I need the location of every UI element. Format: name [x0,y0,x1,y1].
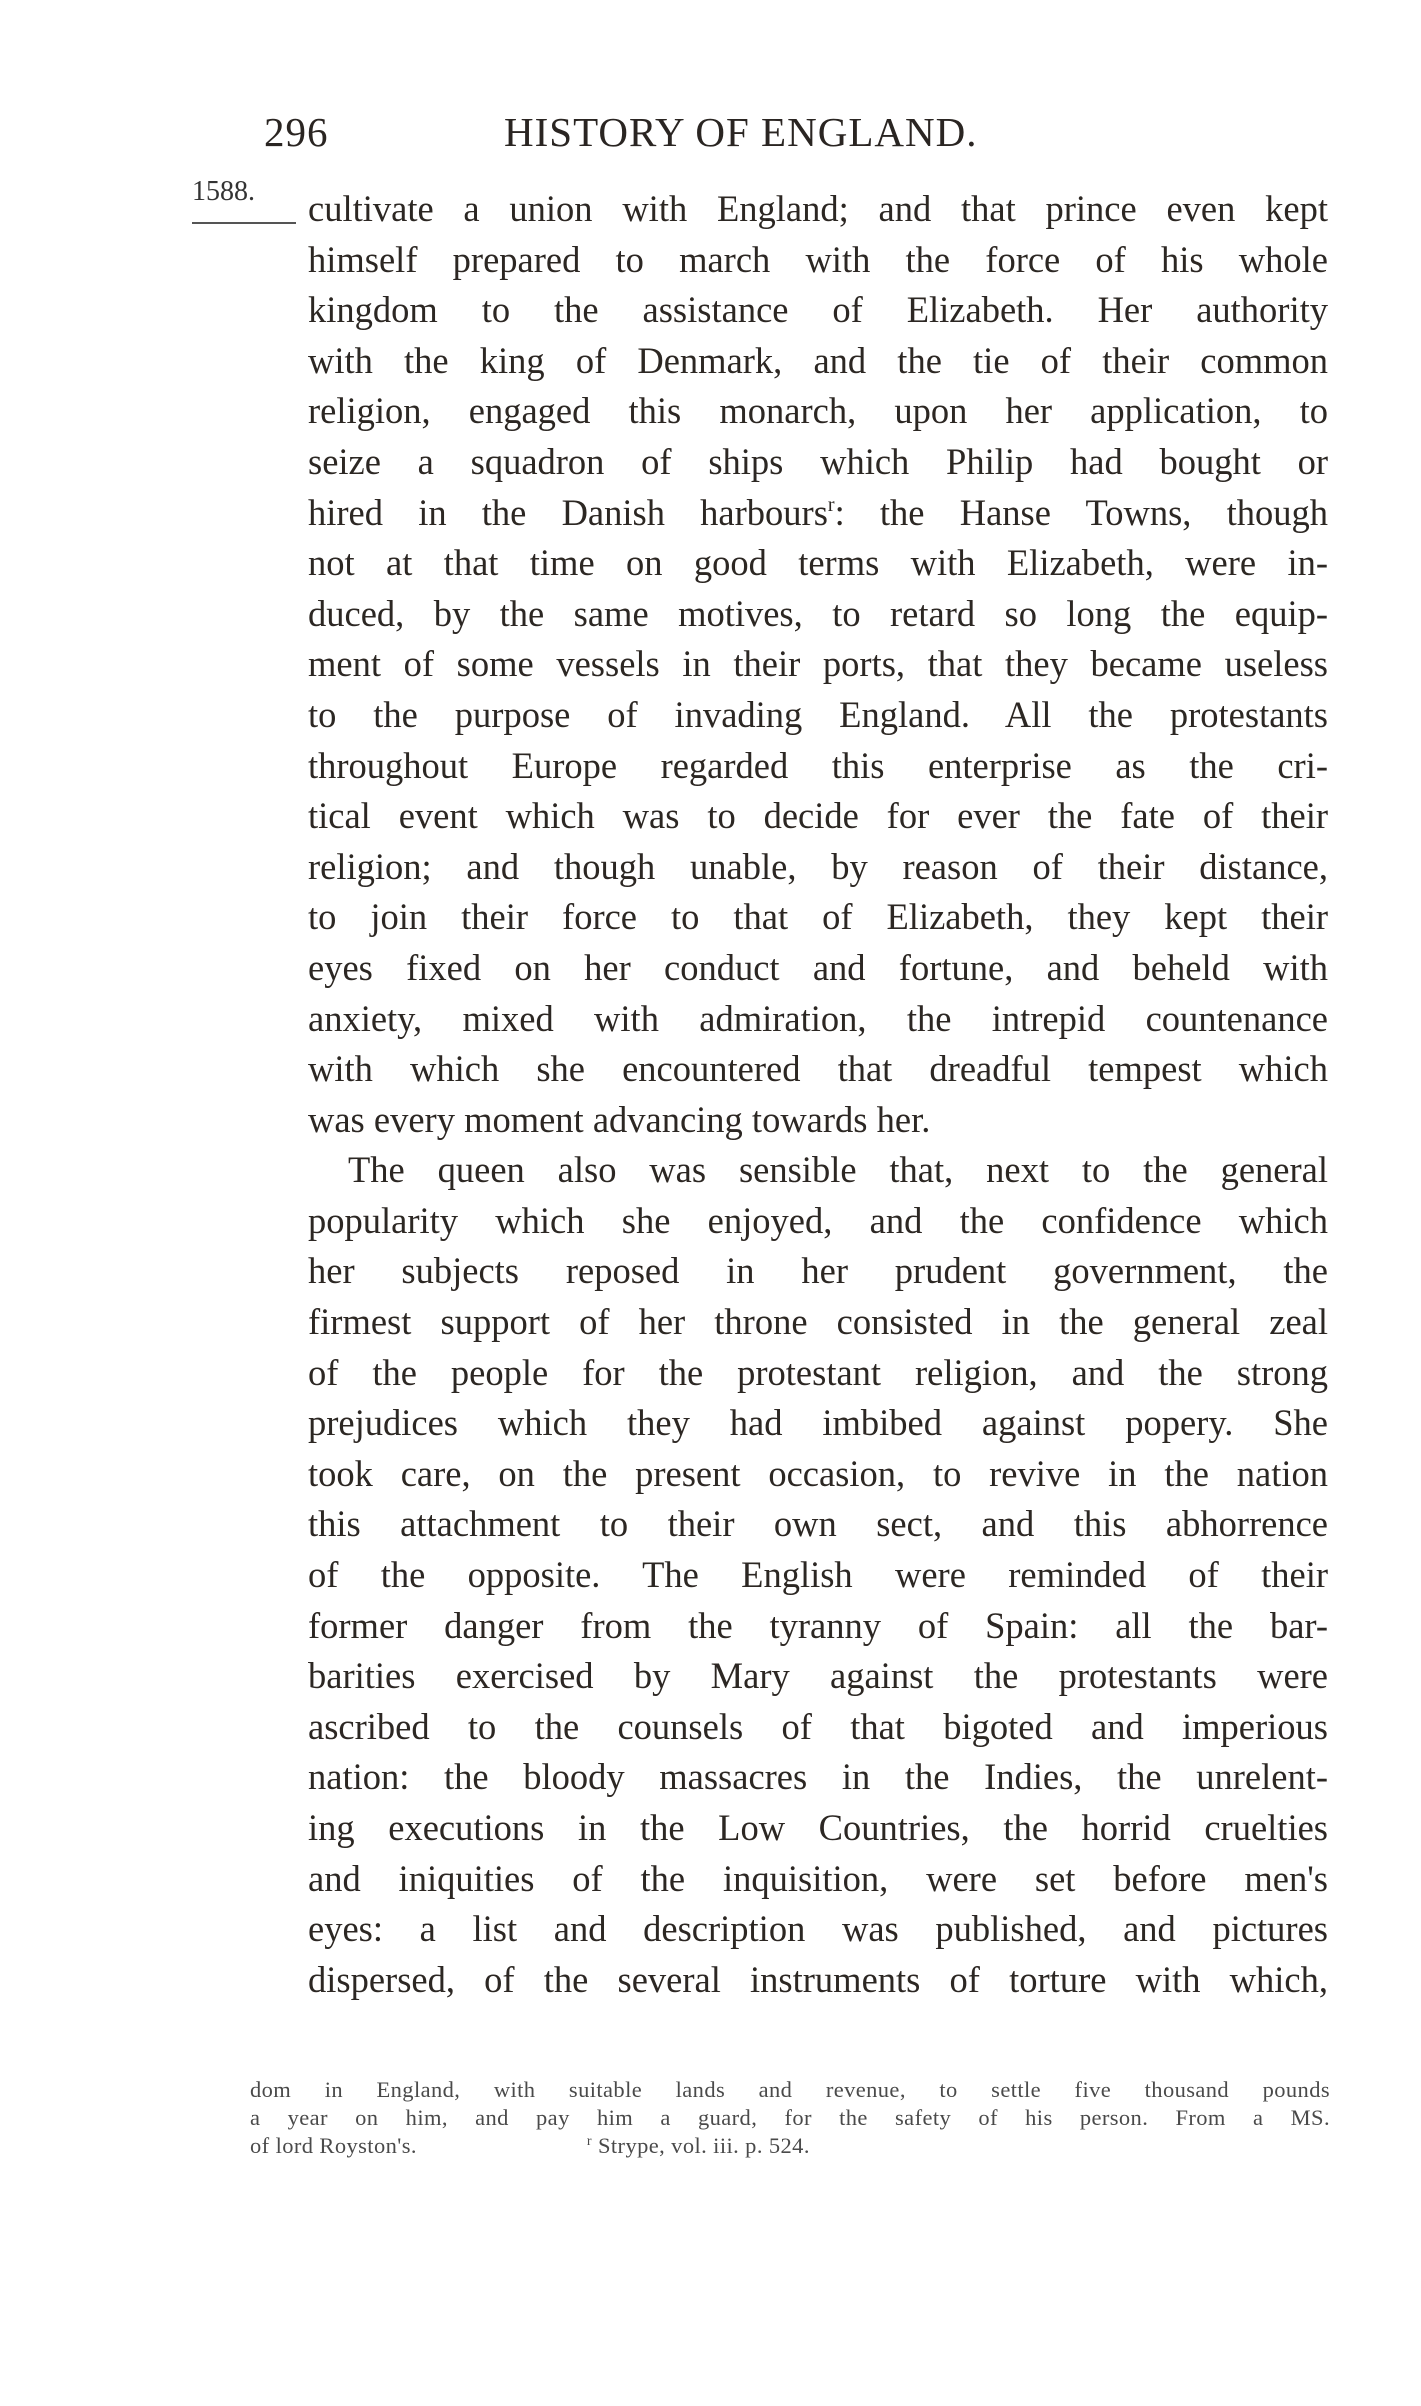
footnote-mark: r [586,2134,592,2149]
book-title: HISTORY OF ENGLAND. [504,109,978,155]
text-line: to the purpose of invading England. All the protestants [308,693,1328,735]
text-line: barities exercised by Mary against the protestants were [308,1655,1328,1697]
text-line: throughout Europe regarded this enterprise as the cri- [308,744,1328,786]
text-line: prejudices which they had imbibed against popery. She [308,1402,1328,1444]
running-head [264,108,1064,158]
footnote-source: of lord Royston's. [250,2133,417,2158]
text-line: took care, on the present occasion, to revive in the nation [308,1452,1328,1494]
text-line: popularity which she enjoyed, and the confidence which [308,1199,1328,1241]
text-line: anxiety, mixed with admiration, the intrepid countenance [308,997,1328,1039]
paragraph-end-line: was every moment advancing towards her. [308,1098,931,1140]
text-line: ment of some vessels in their ports, that they became useless [308,643,1328,685]
text-line: firmest support of her throne consisted in the general zeal [308,1301,1328,1343]
text-line: with which she encountered that dreadful tempest which [308,1048,1328,1090]
text-line: seize a squadron of ships which Philip had bought or [308,440,1328,482]
paragraph-start-line: The queen also was sensible that, next to the general [348,1149,1328,1191]
text-line: eyes fixed on her conduct and fortune, and beheld with [308,946,1328,988]
text-line: of the opposite. The English were reminded of their [308,1554,1328,1596]
footnote-citation: Strype, vol. iii. p. 524. [597,2133,810,2158]
text-line: of the people for the protestant religion, and the strong [308,1351,1328,1393]
text-line: former danger from the tyranny of Spain: all the bar- [308,1604,1328,1646]
footnote-line [250,2132,1330,2160]
text-line: eyes: a list and description was published, and pictures [308,1908,1328,1950]
text-line: this attachment to their own sect, and this abhorrence [308,1503,1328,1545]
body-text [308,184,1328,2005]
text-line [308,488,1328,539]
margin-rule [192,222,296,224]
text-line: and iniquities of the inquisition, were set before men's [308,1857,1328,1899]
footnotes [250,2076,1330,2160]
text-line: kingdom to the assistance of Elizabeth. Her authority [308,289,1328,331]
text-line: tical event which was to decide for ever the fate of their [308,795,1328,837]
text-line: ascribed to the counsels of that bigoted and imperious [308,1705,1328,1747]
text-line: duced, by the same motives, to retard so long the equip- [308,592,1328,634]
text-line: her subjects reposed in her prudent government, the [308,1250,1328,1292]
margin-year: 1588. [192,176,255,207]
text-line: dispersed, of the several instruments of torture with which, [308,1958,1328,2000]
text-line: nation: the bloody massacres in the Indies, the unrelent- [308,1756,1328,1798]
text-line: cultivate a union with England; and that prince even kept [308,188,1328,229]
text-line: to join their force to that of Elizabeth, they kept their [308,896,1328,938]
text-line: with the king of Denmark, and the tie of their common [308,339,1328,381]
text-fragment: : the Hanse Towns, though [834,491,1328,533]
text-line: ing executions in the Low Countries, the horrid cruelties [308,1807,1328,1848]
text-fragment: hired in the Danish harbours [308,491,828,533]
footnote-line: a year on him, and pay him a guard, for the safety of his person. From a MS. [250,2105,1330,2130]
page-number: 296 [264,109,329,155]
text-line: religion; and though unable, by reason of their distance, [308,845,1328,887]
text-line: himself prepared to march with the force of his whole [308,238,1328,280]
text-line: not at that time on good terms with Elizabeth, were in- [308,542,1328,584]
footnote-reference: r [827,493,835,516]
footnote-line: dom in England, with suitable lands and revenue, to settle five thousand pounds [250,2077,1330,2102]
text-line: religion, engaged this monarch, upon her application, to [308,390,1328,432]
